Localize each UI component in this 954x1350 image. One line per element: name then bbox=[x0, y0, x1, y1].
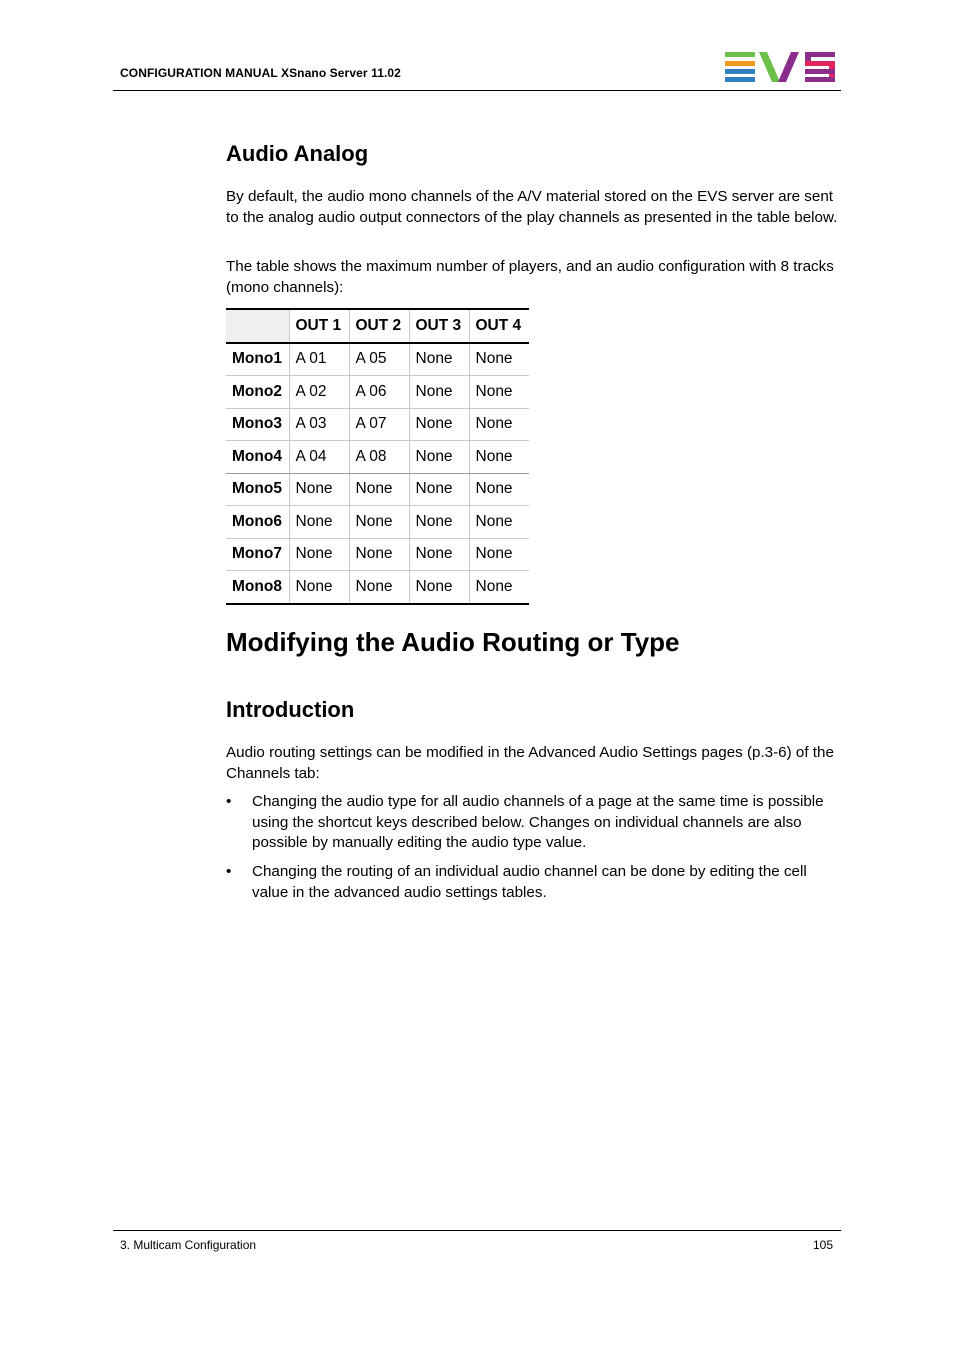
running-header-title: CONFIGURATION MANUAL XSnano Server 11.02 bbox=[120, 66, 401, 80]
table-cell: None bbox=[349, 538, 409, 571]
column-header: OUT 4 bbox=[469, 309, 529, 343]
row-header: Mono6 bbox=[226, 506, 289, 539]
evs-logo bbox=[725, 52, 835, 82]
bullet-icon: • bbox=[226, 793, 232, 810]
table-cell: A 01 bbox=[289, 343, 349, 376]
table-cell: A 07 bbox=[349, 408, 409, 441]
table-cell: None bbox=[409, 408, 469, 441]
table-cell: None bbox=[409, 441, 469, 474]
list-item bbox=[226, 862, 846, 903]
table-cell: A 04 bbox=[289, 441, 349, 474]
logo-e-bar-3 bbox=[725, 69, 755, 74]
table-cell: None bbox=[349, 506, 409, 539]
table-cell: None bbox=[289, 473, 349, 506]
table-cell: None bbox=[289, 571, 349, 604]
table-cell: None bbox=[469, 473, 529, 506]
column-header: OUT 1 bbox=[289, 309, 349, 343]
table-cell: None bbox=[409, 473, 469, 506]
table-cell: A 03 bbox=[289, 408, 349, 441]
table-row bbox=[226, 571, 529, 604]
list-item bbox=[226, 792, 846, 854]
table-cell: None bbox=[409, 538, 469, 571]
table-row bbox=[226, 408, 529, 441]
paragraph-table-intro: The table shows the maximum number of players, and an audio configuration with 8 tracks (mono channels): bbox=[226, 258, 834, 296]
paragraph-introduction: Audio routing settings can be modified in the Advanced Audio Settings pages (p.3-6) of the Channels tab: bbox=[226, 744, 834, 782]
table-cell: A 08 bbox=[349, 441, 409, 474]
heading-introduction: Introduction bbox=[226, 697, 355, 722]
column-header: OUT 3 bbox=[409, 309, 469, 343]
footer-chapter: 3. Multicam Configuration bbox=[120, 1238, 257, 1252]
logo-e-bar-2 bbox=[725, 61, 755, 66]
table-row bbox=[226, 343, 529, 376]
paragraph-audio-default: By default, the audio mono channels of the A/V material stored on the EVS server are sent to the analog audio output connectors of the play channels as presented in the table below. bbox=[226, 188, 838, 226]
table-cell: A 02 bbox=[289, 376, 349, 409]
row-header: Mono1 bbox=[226, 343, 289, 376]
table-cell: A 05 bbox=[349, 343, 409, 376]
table-cell: A 06 bbox=[349, 376, 409, 409]
table-cell: None bbox=[469, 538, 529, 571]
table-cell: None bbox=[409, 506, 469, 539]
heading-modifying-audio-routing: Modifying the Audio Routing or Type bbox=[226, 627, 680, 657]
heading-audio-analog: Audio Analog bbox=[226, 141, 369, 166]
table-cell: None bbox=[409, 343, 469, 376]
table-cell: None bbox=[469, 376, 529, 409]
audio-routing-table bbox=[226, 308, 529, 605]
logo-v-right bbox=[778, 52, 799, 82]
table-cell: None bbox=[469, 571, 529, 604]
table-row bbox=[226, 506, 529, 539]
logo-e-bar-4 bbox=[725, 77, 755, 82]
logo-s-bar-4 bbox=[805, 77, 835, 82]
bullet-list bbox=[226, 792, 846, 912]
table-cell: None bbox=[469, 441, 529, 474]
logo-v-left bbox=[759, 52, 780, 82]
table-row bbox=[226, 473, 529, 506]
row-header: Mono7 bbox=[226, 538, 289, 571]
table-header-row bbox=[226, 309, 529, 343]
list-item-text: Changing the routing of an individual audio channel can be done by editing the cell value in the advanced audio settings tables. bbox=[252, 863, 807, 901]
row-header: Mono4 bbox=[226, 441, 289, 474]
table-row bbox=[226, 538, 529, 571]
table-cell: None bbox=[289, 538, 349, 571]
footer-rule bbox=[113, 1230, 841, 1231]
row-header: Mono2 bbox=[226, 376, 289, 409]
table-corner-cell bbox=[226, 309, 289, 343]
row-header: Mono8 bbox=[226, 571, 289, 604]
table-cell: None bbox=[469, 408, 529, 441]
table-cell: None bbox=[469, 506, 529, 539]
table-row bbox=[226, 376, 529, 409]
list-item-text: Changing the audio type for all audio channels of a page at the same time is possible using the shortcut keys described below. Changes on individual channels are also possible by manually editing the audio type value. bbox=[252, 793, 824, 851]
page-number: 105 bbox=[812, 1238, 833, 1252]
table-cell: None bbox=[289, 506, 349, 539]
bullet-icon: • bbox=[226, 863, 232, 880]
row-header: Mono5 bbox=[226, 473, 289, 506]
row-header: Mono3 bbox=[226, 408, 289, 441]
table-cell: None bbox=[469, 343, 529, 376]
logo-e-bar-1 bbox=[725, 52, 755, 57]
table-cell: None bbox=[349, 571, 409, 604]
table-cell: None bbox=[349, 473, 409, 506]
table-row bbox=[226, 441, 529, 474]
logo-s-bar-3 bbox=[805, 69, 835, 74]
header-rule bbox=[113, 90, 841, 91]
table-cell: None bbox=[409, 571, 469, 604]
table-cell: None bbox=[409, 376, 469, 409]
column-header: OUT 2 bbox=[349, 309, 409, 343]
